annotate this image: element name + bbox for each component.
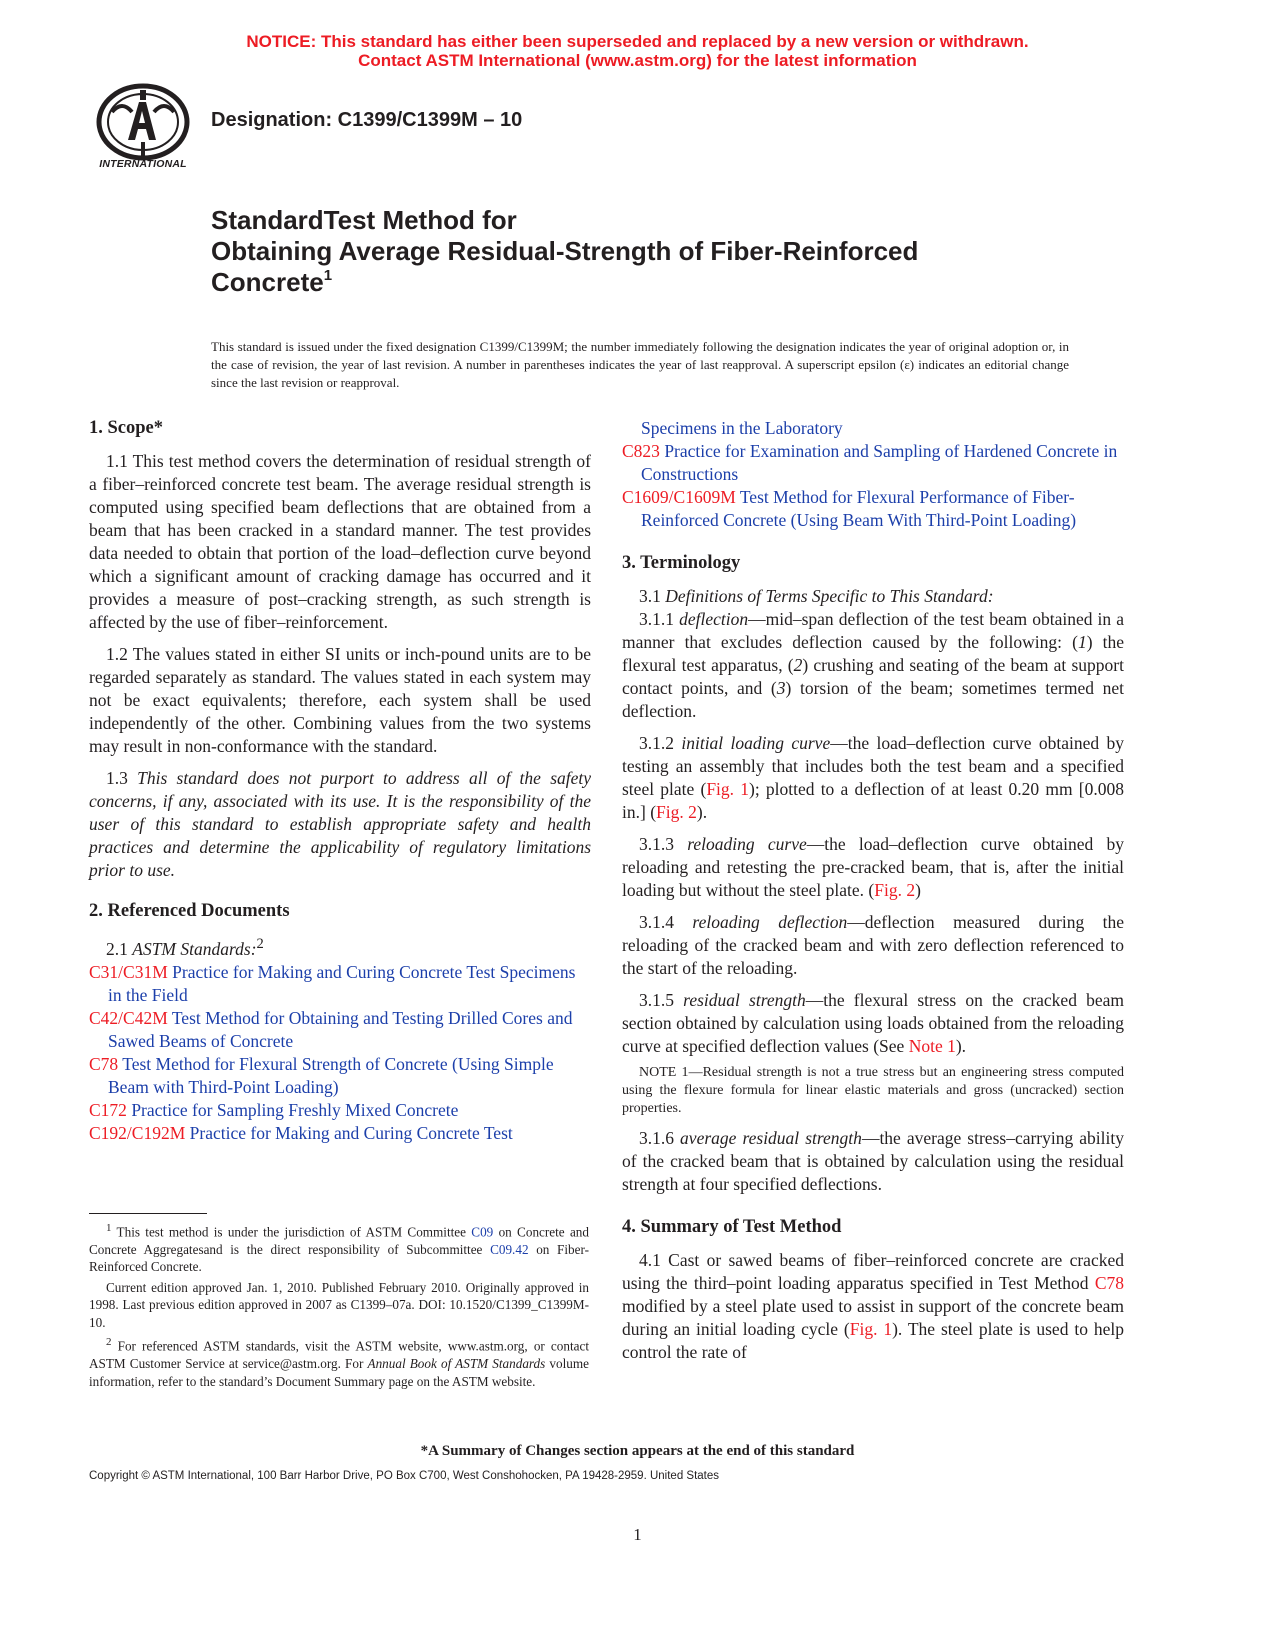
astm-standards-label: 2.1 ASTM Standards:$^2$ xyxy=(106,936,264,959)
scope-1-2: 1.2 The values stated in either SI units or inch-pound units are to be regarded separately as standard. The values stated in each system may not be exact equivalents; therefore, each system shall be used independently of the other. Combining values from the two systems may result in non-conformance with the standard. xyxy=(89,644,591,756)
title-line-3: Concrete$^1$ xyxy=(211,267,333,297)
note-1-link[interactable]: Note 1 xyxy=(908,1036,956,1056)
note-1: NOTE 1—Residual strength is not a true stress but an engineering stress computed using the flexure formula for linear elastic materials and gross (uncracked) section properties. xyxy=(622,1065,1125,1116)
committee-link[interactable]: C09 xyxy=(471,1224,494,1240)
issued-statement: This standard is issued under the fixed designation C1399/C1399M; the number immediately following the designation indicates the year of original adoption or, in the case of revision, the year of last revision. A number in parentheses indicates the year of last reapproval. A superscript epsilon (ε) indicates an editorial change since the last revision or reapproval. xyxy=(211,339,1069,390)
footnote-1: $^1$ This test method is under the jurisdiction of ASTM Committee C09 on Concrete and Concrete Aggregatesand is the direct responsibility of Subcommittee C09.42 on Fiber-Reinforced Concrete. xyxy=(89,1222,590,1275)
title-footnote-marker: 1 xyxy=(323,267,333,284)
left-column xyxy=(89,417,591,1145)
scope-1-3: 1.3 This standard does not purport to address all of the safety concerns, if any, associated with its use. It is the responsibility of the user of this standard to establish appropriate safety and health practices and determine the applicability of regulatory limitations prior to use. xyxy=(89,768,592,880)
notice-banner xyxy=(0,32,1275,70)
definition-reloading-curve: 3.1.3 reloading curve—the load–deflection curve obtained by reloading and retesting the pre-cracked beam, that is, after the initial loading but without the steel plate. (Fig. 2) xyxy=(622,834,1124,900)
footnote-rule xyxy=(89,1213,207,1214)
ref-c42[interactable]: C42/C42M Test Method for Obtaining and Testing Drilled Cores and Sawed Beams of Concrete xyxy=(89,1007,573,1051)
section-summary-heading: 4. Summary of Test Method xyxy=(622,1217,842,1237)
footnote-2: $^2$ For referenced ASTM standards, visit the ASTM website, www.astm.org, or contact ASTM Customer Service at service@astm.org. For Annual Book of ASTM Standards volume information, refer to the standard’s Document Summary page on the ASTM website. xyxy=(89,1336,589,1389)
astm-logo-mark xyxy=(92,82,194,162)
page-number: 1 xyxy=(633,1525,642,1544)
definition-residual-strength: 3.1.5 residual strength—the flexural stress on the cracked beam section obtained by calculation using loads obtained from the reloading curve at specified deflection values (See Note 1). xyxy=(622,990,1124,1056)
footnote-1-edition: Current edition approved Jan. 1, 2010. Published February 2010. Originally approved in 1998. Last previous edition approved in 2007 as C1399–07a. DOI: 10.1520/C1399_C1399M-10. xyxy=(89,1279,589,1330)
c78-link[interactable]: C78 xyxy=(1094,1273,1124,1293)
ref-c192[interactable]: C192/C192M Practice for Making and Curing Concrete Test xyxy=(89,1122,513,1143)
definition-deflection: 3.1.1 deflection—mid–span deflection of the test beam obtained in a manner that excludes deflection caused by the following: (1) the flexural test apparatus, (2) crushing and seating of the beam at support contact points, and (3) torsion of the beam; sometimes termed net deflection. xyxy=(622,609,1125,721)
terminology-3-1: 3.1 Definitions of Terms Specific to This Standard: xyxy=(639,586,994,606)
ref-c172[interactable]: C172 Practice for Sampling Freshly Mixed Concrete xyxy=(89,1099,459,1120)
definition-average-residual-strength: 3.1.6 average residual strength—the average stress–carrying ability of the cracked beam that is obtained by calculation using the residual strength at four specified deflections. xyxy=(622,1128,1125,1194)
footnotes xyxy=(89,1213,589,1393)
definition-reloading-deflection: 3.1.4 reloading deflection—deflection measured during the reloading of the cracked beam and with zero deflection referenced to the start of the reloading. xyxy=(622,912,1125,978)
summary-of-changes-note: *A Summary of Changes section appears at the end of this standard xyxy=(420,1443,855,1459)
document-title xyxy=(211,205,1111,298)
section-scope-heading: 1. Scope* xyxy=(89,418,163,438)
fig-2-link[interactable]: Fig. 2 xyxy=(874,880,916,900)
ref-c823[interactable]: C823 Practice for Examination and Sampling of Hardened Concrete in Constructions xyxy=(622,441,1118,484)
fig-1-link[interactable]: Fig. 1 xyxy=(706,779,749,799)
scope-1-1: 1.1 This test method covers the determination of residual strength of a fiber–reinforced concrete test beam. The average residual strength is computed using specified beam deflections that are obtained from a beam that has been cracked in a standard manner. The test provides data needed to obtain that portion of the load–deflection curve beyond which a significant amount of cracking damage has occurred and it provides a measure of post–cracking strength, as such strength is affected by the use of fiber–reinforcement. xyxy=(89,451,591,632)
title-line-1: StandardTest Method for xyxy=(211,205,517,235)
logo-caption: INTERNATIONAL xyxy=(99,158,187,170)
fig-2-link[interactable]: Fig. 2 xyxy=(656,802,697,822)
definition-initial-loading-curve: 3.1.2 initial loading curve—the load–deflection curve obtained by testing an assembly that includes both the test beam and a specified steel plate (Fig. 1); plotted to a deflection of at least 0.20 mm [0.008 in.] (Fig. 2). xyxy=(622,733,1124,822)
summary-4-1: 4.1 Cast or sawed beams of fiber–reinforced concrete are cracked using the third–point loading apparatus specified in Test Method C78 modified by a steel plate used to assist in support of the concrete beam during an initial loading cycle (Fig. 1). The steel plate is used to help control the rate of xyxy=(622,1250,1124,1362)
subcommittee-link[interactable]: C09.42 xyxy=(490,1241,529,1257)
section-terminology-heading: 3. Terminology xyxy=(622,553,741,573)
ref-c31[interactable]: C31/C31M Practice for Making and Curing Concrete Test Specimens in the Field xyxy=(89,961,576,1005)
section-referenced-heading: 2. Referenced Documents xyxy=(89,901,290,921)
designation: Designation: C1399/C1399M – 10 xyxy=(211,109,523,131)
ref-c78[interactable]: C78 Test Method for Flexural Strength of Concrete (Using Simple Beam with Third-Point Loading) xyxy=(89,1053,554,1097)
notice-line-1: NOTICE: This standard has either been superseded and replaced by a new version or withdrawn. xyxy=(246,32,1029,51)
right-column xyxy=(622,417,1124,1373)
copyright: Copyright © ASTM International, 100 Barr Harbor Drive, PO Box C700, West Conshohocken, PA 19428-2959. United States xyxy=(89,1470,720,1482)
title-line-2: Obtaining Average Residual-Strength of Fiber-Reinforced xyxy=(211,236,919,266)
fig-1-link[interactable]: Fig. 1 xyxy=(849,1319,893,1339)
ref-c192-continued[interactable]: Specimens in the Laboratory xyxy=(641,418,843,438)
ref-c1609[interactable]: C1609/C1609M Test Method for Flexural Performance of Fiber-Reinforced Concrete (Using Beam With Third-Point Loading) xyxy=(622,487,1077,530)
notice-line-2: Contact ASTM International (www.astm.org) for the latest information xyxy=(358,51,917,70)
